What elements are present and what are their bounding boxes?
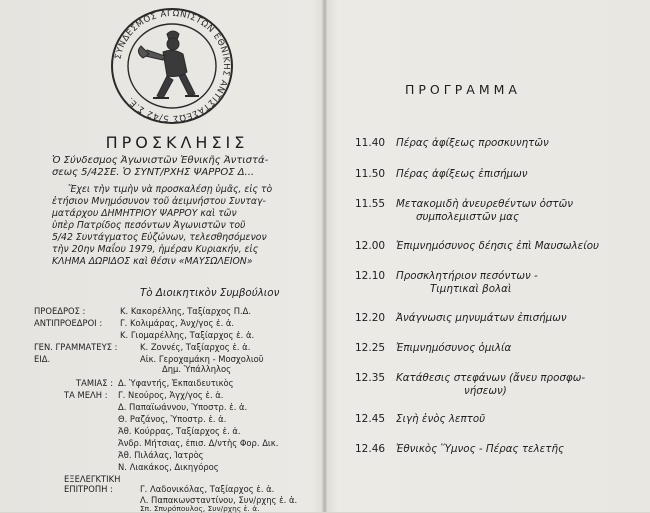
program-item: Μετακομιδὴ ἀνευρεθέντων ὀστῶν xyxy=(396,198,573,210)
body-line: ἐτήσιον Μνημόσυνον τοῦ ἀειμνήστου Συνταγ- xyxy=(52,196,266,207)
board-name: Γ. Νεούρος, Ἀγχ/γος ἑ. ἀ. xyxy=(118,390,224,400)
program-item: Πέρας ἀφίξεως ἐπισήμων xyxy=(396,168,528,180)
board-role: ΓΕΝ. ΓΡΑΜΜΑΤΕΥΣ : xyxy=(34,342,118,352)
program-item: Σιγὴ ἑνὸς λεπτοῦ xyxy=(396,413,486,425)
board-role: ΑΝΤΙΠΡΟΕΔΡΟΙ : xyxy=(34,318,103,328)
seal-ring-text: ΣΥΝΔΕΣΜΟΣ ΑΓΩΝΙΣΤΩΝ ΕΘΝΙΚΗΣ ΑΝΤΙΣΤΑΣΕΩΣ 5/42 Σ.Ε. xyxy=(113,8,232,124)
program-item: Ἐθνικὸς Ὕμνος - Πέρας τελετῆς xyxy=(396,443,565,455)
board-name: Γ. Κολιμάρας, Ἀνχ/γος ἑ. ἀ. xyxy=(120,318,235,328)
program-time: 12.35 xyxy=(355,372,386,384)
board-name: Ἀθ. Πιλάλας, Ἰατρὸς xyxy=(118,450,204,460)
body-line: 5/42 Συντάγματος Εὐζώνων, τελεσθησόμενον xyxy=(52,232,267,243)
program-time: 12.10 xyxy=(355,270,386,282)
body-line: ΚΛΗΜΑ ΔΩΡΙΔΟΣ καὶ θέσιν «ΜΑΥΣΩΛΕΙΟΝ» xyxy=(52,256,253,267)
board-name: Λ. Παπακωνσταντίνου, Συν/ρχης ἑ. ἀ. xyxy=(140,495,298,505)
program-title: ΠΡΟΓΡΑΜΜΑ xyxy=(405,82,521,97)
program-item: Ἐπιμνημόσυνος ὁμιλία xyxy=(396,342,512,354)
page-fold xyxy=(322,0,328,512)
board-role: ΕΞΕΛΕΓΚΤΙΚΗ xyxy=(64,474,121,484)
program-item-cont: νήσεων) xyxy=(464,385,507,397)
program-item-cont: Τιμητικαὶ βολαὶ xyxy=(430,283,512,295)
body-line: ὑπὲρ Πατρίδος πεσόντων Ἀγωνιστῶν τοῦ xyxy=(52,220,246,231)
body-line: τὴν 20ην Μαΐου 1979, ἡμέραν Κυριακήν, εἰς xyxy=(52,244,259,255)
board-name: Ἀθ. Κούρρας, Ταξίαρχος ἑ. ἀ. xyxy=(118,426,241,436)
program-time: 12.20 xyxy=(355,312,386,324)
intro-line-2: σεως 5/42ΣΕ. Ὁ ΣΥΝΤ/ΡΧΗΣ ΨΑΡΡΟΣ Δ... xyxy=(52,167,255,178)
program-time: 12.46 xyxy=(355,443,386,455)
program-time: 12.00 xyxy=(355,240,386,252)
board-name: Δ. Ὑφαντής, Ἐκπαιδευτικὸς xyxy=(118,378,234,388)
intro-line-1: Ὁ Σύνδεσμος Ἀγωνιστῶν Ἐθνικῆς Ἀντιστά- xyxy=(52,155,269,166)
board-name: Κ. Ζοννές, Ταξίαρχος ἑ. ἀ. xyxy=(140,342,251,352)
board-title: Τὸ Διοικητικὸν Συμβούλιον xyxy=(140,287,280,299)
program-item-cont: συμπολεμιστῶν μας xyxy=(416,211,519,223)
board-name: Αἰκ. Γεροχαμάκη - Μοσχολιοῦ xyxy=(140,354,264,364)
program-time: 12.25 xyxy=(355,342,386,354)
program-item: Ἀνάγνωσις μηνυμάτων ἐπισήμων xyxy=(396,312,567,324)
program-time: 12.45 xyxy=(355,413,386,425)
board-name: Σπ. Σπυρόπουλος, Συν/ρχης ἑ. ἀ. xyxy=(140,504,260,513)
board-name: Κ. Γιομαρέλλης, Ταξίαρχος ἑ. ἀ. xyxy=(120,330,255,340)
board-role: ΠΡΟΕΔΡΟΣ : xyxy=(34,306,86,316)
program-time: 11.40 xyxy=(355,137,386,149)
board-name: Δημ. Ὑπάλληλος xyxy=(162,364,232,374)
board-name: Θ. Ραζάνος, Ὑποστρ. ἑ. ἀ. xyxy=(118,414,227,424)
program-time: 11.50 xyxy=(355,168,386,180)
board-role: ΤΑΜΙΑΣ : xyxy=(76,378,114,388)
board-name: Δ. Παπαϊωάννου, Ὑποστρ. ἑ. ἀ. xyxy=(118,402,248,412)
body-line: Ἔχει τὴν τιμὴν νὰ προσκαλέσῃ ὑμᾶς, εἰς τὸ xyxy=(68,184,273,195)
board-name: Ν. Λιακάκος, Δικηγόρος xyxy=(118,462,219,472)
program-item: Κατάθεσις στεφάνων (ἄνευ προσφω- xyxy=(396,372,586,384)
invitation-title: ΠΡΟΣΚΛΗΣΙΣ xyxy=(105,133,249,152)
board-role: ΤΑ ΜΕΛΗ : xyxy=(64,390,108,400)
association-seal xyxy=(107,4,237,128)
board-name: Ἀνδρ. Μήτσιας, ἐπισ. Δ/ντὴς Φορ. Δικ. xyxy=(118,438,279,448)
board-role: ΕΙΔ. xyxy=(34,354,51,364)
board-name: Κ. Κακορέλλης, Ταξίαρχος Π.Δ. xyxy=(120,306,252,316)
board-name: Γ. Λαδονικόλας, Ταξίαρχος ἑ. ἀ. xyxy=(140,484,275,494)
program-time: 11.55 xyxy=(355,198,386,210)
program-item: Πέρας ἀφίξεως προσκυνητῶν xyxy=(396,137,549,149)
program-item: Ἐπιμνημόσυνος δέησις ἐπὶ Μαυσωλείου xyxy=(396,240,599,252)
program-item: Προσκλητήριον πεσόντων - xyxy=(396,270,538,282)
body-line: ματάρχου ΔΗΜΗΤΡΙΟΥ ΨΑΡΡΟΥ καὶ τῶν xyxy=(52,208,237,219)
seal-figure xyxy=(138,31,199,98)
board-role: ΕΠΙΤΡΟΠΗ : xyxy=(64,484,113,494)
